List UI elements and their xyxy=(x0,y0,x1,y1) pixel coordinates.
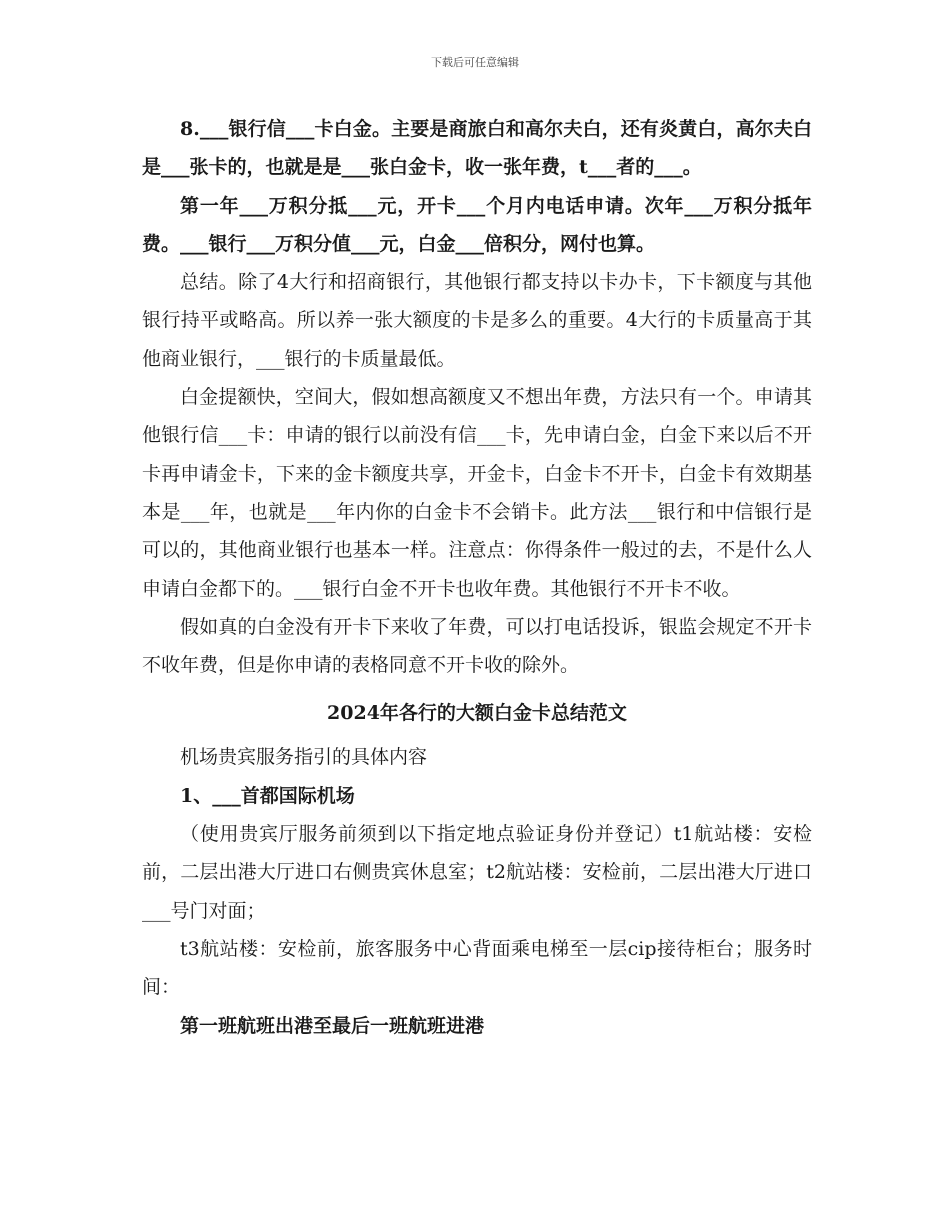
paragraph-summary: 总结。除了4大行和招商银行，其他银行都支持以卡办卡，下卡额度与其他银行持平或略高。所以养一张大额度的卡是多么的重要。4大行的卡质量高于其他商业银行，___银行的卡质量最低。 xyxy=(142,271,812,370)
paragraph-complaint: 假如真的白金没有开卡下来收了年费，可以打电话投诉，银监会规定不开卡不收年费，但是你申请的表格同意不开卡收的除外。 xyxy=(142,615,812,677)
document-body xyxy=(142,110,812,1045)
page-header: 下载后可任意编辑 xyxy=(431,56,519,69)
paragraph-terminal-t3: t3航站楼：安检前，旅客服务中心背面乘电梯至一层cip接待柜台；服务时间： xyxy=(142,937,812,999)
section-title: 2024年各行的大额白金卡总结范文 xyxy=(327,702,627,725)
paragraph-points-fee: 第一年___万积分抵___元，开卡___个月内电话申请。次年___万积分抵年费。___银行___万积分值___元，白金___倍积分，网付也算。 xyxy=(142,194,812,255)
paragraph-terminal-t1-t2: （使用贵宾厅服务前须到以下指定地点验证身份并登记）t1航站楼：安检前，二层出港大厅进口右侧贵宾休息室；t2航站楼：安检前，二层出港大厅进口___号门对面； xyxy=(142,823,812,922)
paragraph-service-hours: 第一班航班出港至最后一班航班进港 xyxy=(180,1014,485,1037)
paragraph-platinum-tips: 白金提额快，空间大，假如想高额度又不想出年费，方法只有一个。申请其他银行信___卡：申请的银行以前没有信___卡，先申请白金，白金下来以后不开卡再申请金卡，下来的金卡额度共享，开金卡，白金卡不开卡，白金卡有效期基本是___年，也就是___年内你的白金卡不会销卡。此方法___银行和中信银行是可以的，其他商业银行也基本一样。注意点：你得条件一般过的去，不是什么人申请白金都下的。___银行白金不开卡也收年费。其他银行不开卡不收。 xyxy=(142,386,812,600)
paragraph-platinum-card-intro: 8.___银行信___卡白金。主要是商旅白和高尔夫白，还有炎黄白，高尔夫白是___张卡的，也就是是___张白金卡，收一张年费，t___者的___。 xyxy=(142,118,812,179)
paragraph-airport-heading: 1、___首都国际机场 xyxy=(180,784,355,807)
paragraph-vip-guide: 机场贵宾服务指引的具体内容 xyxy=(180,746,428,769)
